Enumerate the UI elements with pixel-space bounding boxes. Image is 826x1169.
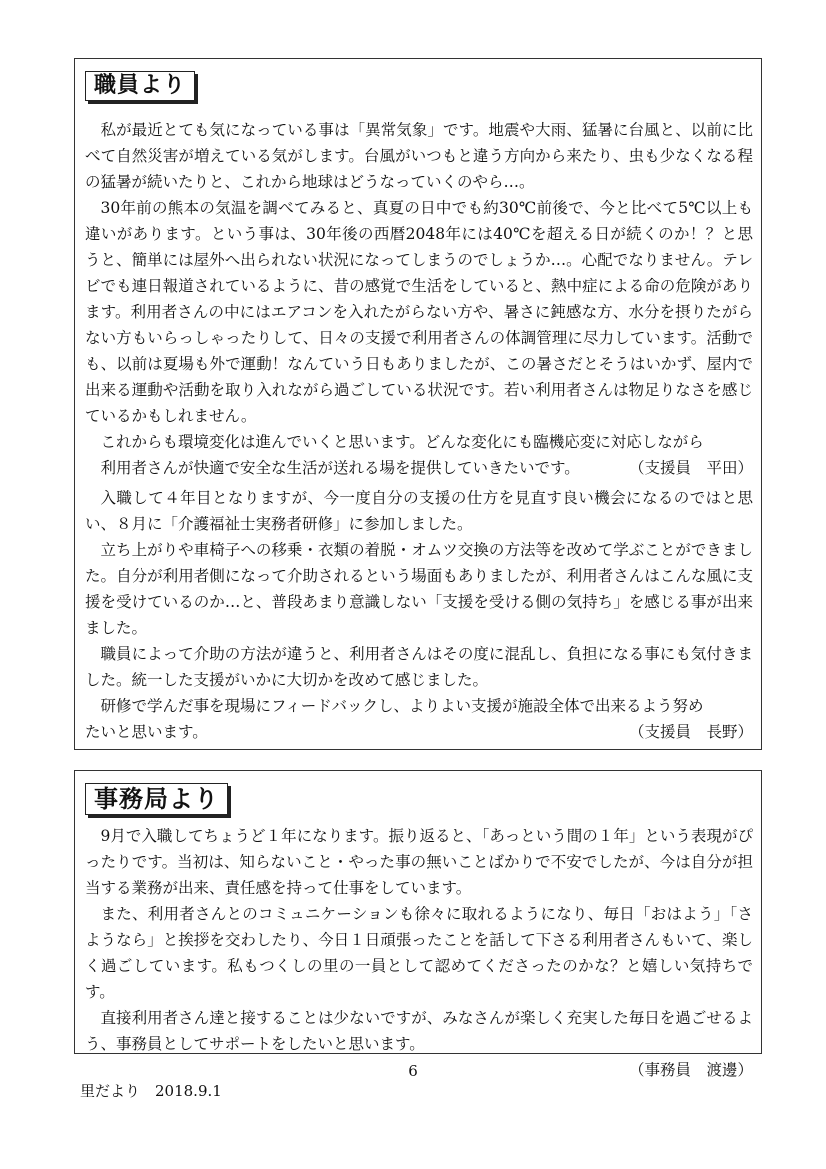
staff-section-title: 職員より (85, 71, 195, 101)
essay-hirata-paragraph-3b: 利用者さんが快適で安全な生活が送れる場を提供していきたいです。 (100, 459, 580, 477)
essay-nagano-last-line (85, 719, 753, 745)
staff-section (74, 58, 762, 750)
office-signature: （事務員 渡邊） (628, 1061, 753, 1079)
essay-nagano (85, 485, 753, 745)
essay-nagano-paragraph-3: 職員によって介助の方法が違うと、利用者さんはその度に混乱し、負担になる事にも気付きました。統一した支援がいかに大切かを改めて感じました。 (85, 645, 753, 689)
office-paragraph-3: 直接利用者さん達と接することは少ないですが、みなさんが楽しく充実した毎日を過ごせるよう、事務員としてサポートをしたいと思います。 (85, 1009, 753, 1053)
essay-hirata-paragraph-3a: これからも環境変化は進んでいくと思います。どんな変化にも臨機応変に対応しながら (100, 433, 704, 451)
office-paragraph-2: また、利用者さんとのコミュニケーションも徐々に取れるようになり、毎日「おはよう」「さようなら」と挨拶を交わしたり、今日１日頑張ったことを話して下さる利用者さんもいて、楽しく過ごしています。私もつくしの里の一員として認めてくださったのかな？と嬉しい気持ちです。 (85, 905, 753, 1001)
essay-hirata-paragraph-2: 30年前の熊本の気温を調べてみると、真夏の日中でも約30℃前後で、今と比べて5℃以上も違いがあります。という事は、30年後の西暦2048年には40℃を超える日が続くのか！？と思うと、簡単には屋外へ出られない状況になってしまうのでしょうか…。心配でなりません。テレビでも連日報道されているように、昔の感覚で生活をしていると、熱中症による命の危険があります。利用者さんの中にはエアコンを入れたがらない方や、暑さに鈍感な方、水分を摂りたがらない方もいらっしゃったりして、日々の支援で利用者さんの体調管理に尽力しています。活動でも、以前は夏場も外で運動！なんていう日もありましたが、この暑さだとそうはいかず、屋内で出来る運動や活動を取り入れながら過ごしている状況です。若い利用者さんは物足りなさを感じているかもしれません。 (85, 199, 753, 425)
office-section (74, 770, 762, 1079)
office-section-title: 事務局より (85, 783, 228, 815)
office-paragraph-1: 9月で入職してちょうど１年になります。振り返ると、「あっという間の１年」という表現がぴったりです。当初は、知らないこと・やった事の無いことばかりで不安でしたが、今は自分が担当する業務が出来、責任感を持って仕事をしています。 (85, 827, 753, 897)
essay-nagano-signature: （支援員 長野） (628, 723, 753, 741)
essay-hirata (85, 117, 753, 481)
office-essay (85, 823, 753, 1083)
essay-nagano-paragraph-4b: たいと思います。 (85, 723, 208, 741)
footer-publication: 里だより 2018.9.1 (80, 1082, 222, 1100)
essay-hirata-paragraph-1: 私が最近とても気になっている事は「異常気象」です。地震や大雨、猛暑に台風と、以前に比べて自然災害が増えている気がします。台風がいつもと違う方向から来たり、虫も少なくなる程の猛暑が続いたりと、これから地球はどうなっていくのやら…。 (85, 121, 753, 191)
essay-nagano-paragraph-2: 立ち上がりや車椅子への移乗・衣類の着脱・オムツ交換の方法等を改めて学ぶことができました。自分が利用者側になって介助されるという場面もありましたが、利用者さんはこんな風に支援を受けているのか…と、普段あまり意識しない「支援を受ける側の気持ち」を感じる事が出来ました。 (85, 541, 753, 637)
essay-hirata-signature: （支援員 平田） (628, 459, 753, 477)
essay-nagano-paragraph-4a: 研修で学んだ事を現場にフィードバックし、よりよい支援が施設全体で出来るよう努め (100, 697, 704, 715)
essay-hirata-last-line (85, 455, 753, 481)
essay-nagano-paragraph-1: 入職して４年目となりますが、今一度自分の支援の仕方を見直す良い機会になるのではと思い、８月に「介護福祉士実務者研修」に参加しました。 (85, 489, 753, 533)
page-number: 6 (408, 1062, 418, 1080)
